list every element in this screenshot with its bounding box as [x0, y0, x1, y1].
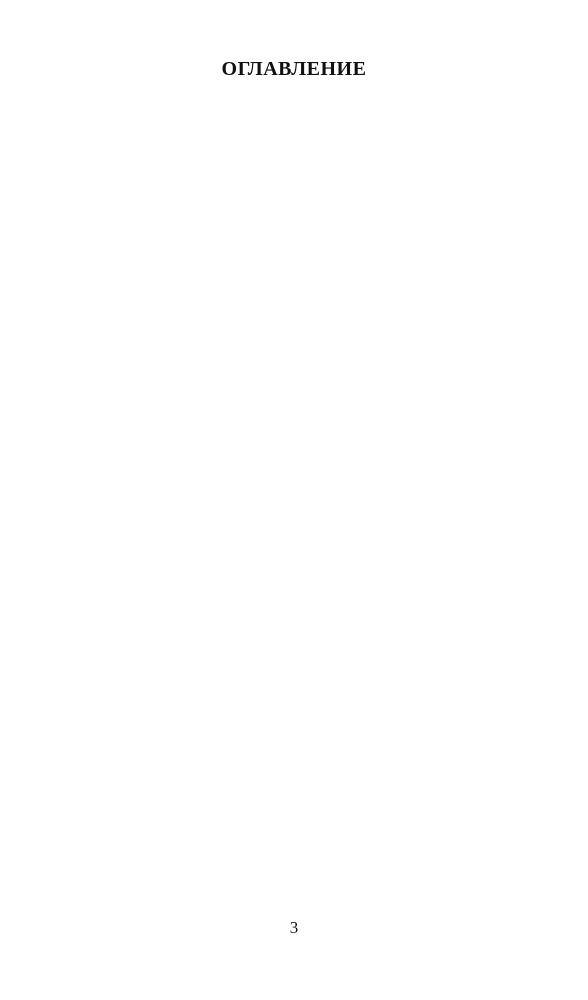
page-number: 3 [289, 918, 299, 937]
toc-title: ОГЛАВЛЕНИЕ [221, 58, 367, 80]
